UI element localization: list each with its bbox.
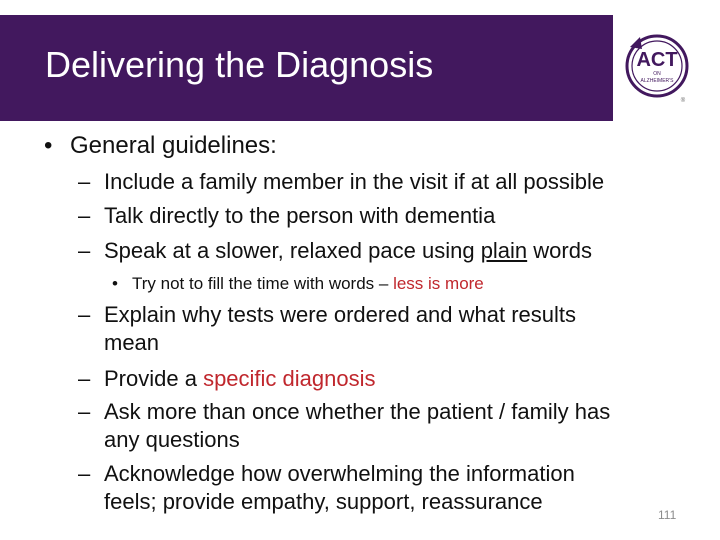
list-item: – Talk directly to the person with dementia (78, 203, 496, 228)
list-item: – Explain why tests were ordered and what results (78, 302, 577, 327)
list-item-continuation: mean (104, 330, 160, 355)
list-item: – Ask more than once whether the patient / family has (78, 399, 611, 424)
list-item-continuation: feels; provide empathy, support, reassurance (104, 489, 543, 514)
list-item: – Speak at a slower, relaxed pace using plain words (78, 238, 592, 263)
slide-title: Delivering the Diagnosis (45, 44, 434, 85)
list-item: – Acknowledge how overwhelming the information (78, 461, 575, 486)
red-emphasis: less is more (393, 274, 484, 293)
sub-bullet: • Try not to fill the time with words – less is more (112, 274, 484, 293)
underlined-word: plain (480, 238, 528, 263)
svg-text:ALZHEIMER'S: ALZHEIMER'S (640, 78, 674, 84)
list-item: – Include a family member in the visit if at all possible (78, 169, 605, 194)
bullet-general-guidelines: • General guidelines: (44, 132, 277, 159)
slide-number: 111 (658, 508, 677, 522)
list-item-continuation: any questions (104, 427, 240, 452)
svg-text:ON: ON (653, 71, 661, 77)
svg-text:®: ® (680, 98, 686, 104)
red-emphasis: specific diagnosis (203, 366, 376, 391)
svg-text:ACT: ACT (636, 49, 678, 71)
list-item: – Provide a specific diagnosis (78, 366, 376, 391)
